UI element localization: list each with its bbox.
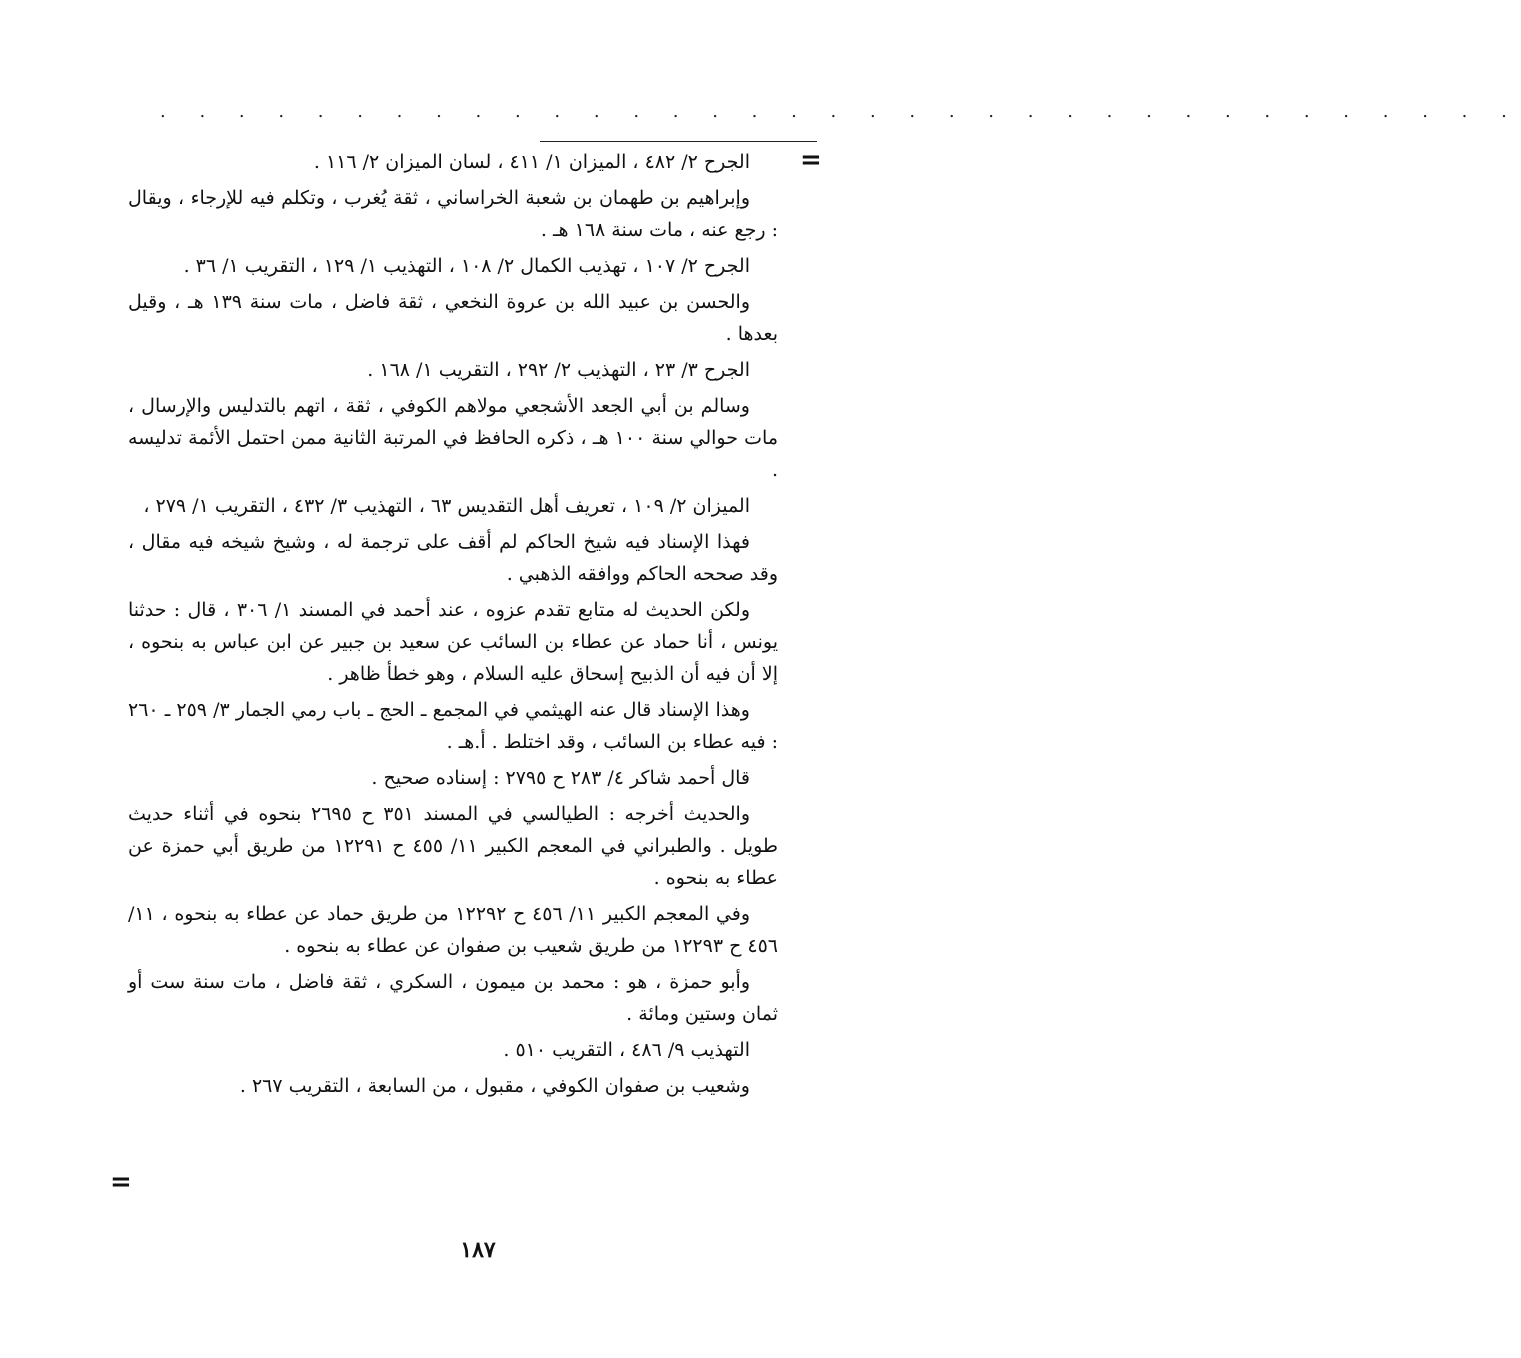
- paragraph-5: الجرح ٣/ ٢٣ ، التهذيب ٢/ ٢٩٢ ، التقريب ١/ ١٦٨ .: [367, 359, 750, 381]
- paragraph-13: وفي المعجم الكبير ١١/ ٤٥٦ ح ١٢٢٩٢ من طريق حماد عن عطاء به بنحوه ، ١١/ ٤٥٦ ح ١٢٢٩٣ من طريق شعيب بن صفوان عن عطاء به بنحوه .: [128, 903, 778, 957]
- paragraph-1: الجرح ٢/ ٤٨٢ ، الميزان ١/ ٤١١ ، لسان الميزان ٢/ ١١٦ .: [313, 151, 750, 173]
- paragraph-15: التهذيب ٩/ ٤٨٦ ، التقريب ٥١٠ .: [503, 1039, 750, 1061]
- paragraph-12: والحديث أخرجه : الطيالسي في المسند ٣٥١ ح ٢٦٩٥ بنحوه في أثناء حديث طويل . والطبراني في المعجم الكبير ١١/ ٤٥٥ ح ١٢٢٩١ من طريق أبي حمزة عن عطاء به بنحوه .: [128, 803, 779, 889]
- paragraph-16: وشعيب بن صفوان الكوفي ، مقبول ، من السابعة ، التقريب ٢٦٧ .: [239, 1075, 750, 1097]
- continuation-marker-bottom: =: [110, 1167, 132, 1197]
- footnote-body: [128, 146, 778, 1106]
- paragraph-3: الجرح ٢/ ١٠٧ ، تهذيب الكمال ٢/ ١٠٨ ، التهذيب ١/ ١٢٩ ، التقريب ١/ ٣٦ .: [183, 255, 750, 277]
- paragraph-11: قال أحمد شاكر ٤/ ٢٨٣ ح ٢٧٩٥ : إسناده صحيح .: [371, 767, 750, 789]
- paragraph-7: الميزان ٢/ ١٠٩ ، تعريف أهل التقديس ٦٣ ، التهذيب ٣/ ٤٣٢ ، التقريب ١/ ٢٧٩ ،: [143, 495, 750, 517]
- continuation-marker-top: =: [800, 145, 822, 175]
- paragraph-9: ولكن الحديث له متابع تقدم عزوه ، عند أحمد في المسند ١/ ٣٠٦ ، قال : حدثنا يونس ، أنا حماد عن عطاء بن السائب عن سعيد بن جبير عن ابن عباس به بنحوه ، إلا أن فيه أن الذبيح إسحاق عليه السلام ، وهو خطأ ظاهر .: [128, 599, 778, 685]
- page-number: ١٨٧: [460, 1237, 496, 1263]
- paragraph-8: فهذا الإسناد فيه شيخ الحاكم لم أقف على ترجمة له ، وشيخ شيخه فيه مقال ، وقد صححه الحاكم ووافقه الذهبي .: [128, 531, 778, 585]
- paragraph-6: وسالم بن أبي الجعد الأشجعي مولاهم الكوفي ، ثقة ، اتهم بالتدليس والإرسال ، مات حوالي سنة ١٠٠ هـ ، ذكره الحافظ في المرتبة الثانية ممن احتمل الأئمة تدليسه .: [128, 395, 778, 481]
- paragraph-2: وإبراهيم بن طهمان بن شعبة الخراساني ، ثقة يُغرب ، وتكلم فيه للإرجاء ، ويقال : رجع عنه ، مات سنة ١٦٨ هـ .: [128, 187, 778, 241]
- footnote-rule: [540, 141, 817, 142]
- paragraph-10: وهذا الإسناد قال عنه الهيثمي في المجمع ـ الحج ـ باب رمي الجمار ٣/ ٢٥٩ ـ ٢٦٠ : فيه عطاء بن السائب ، وقد اختلط . أ.هـ .: [128, 699, 778, 753]
- dotted-separator: . . . . . . . . . . . . . . . . . . . . . . . . . . . . . . . . . . .: [160, 101, 1521, 122]
- paragraph-14: وأبو حمزة ، هو : محمد بن ميمون ، السكري ، ثقة فاضل ، مات سنة ست أو ثمان وستين ومائة .: [128, 971, 778, 1025]
- paragraph-4: والحسن بن عبيد الله بن عروة النخعي ، ثقة فاضل ، مات سنة ١٣٩ هـ ، وقيل بعدها .: [128, 291, 778, 345]
